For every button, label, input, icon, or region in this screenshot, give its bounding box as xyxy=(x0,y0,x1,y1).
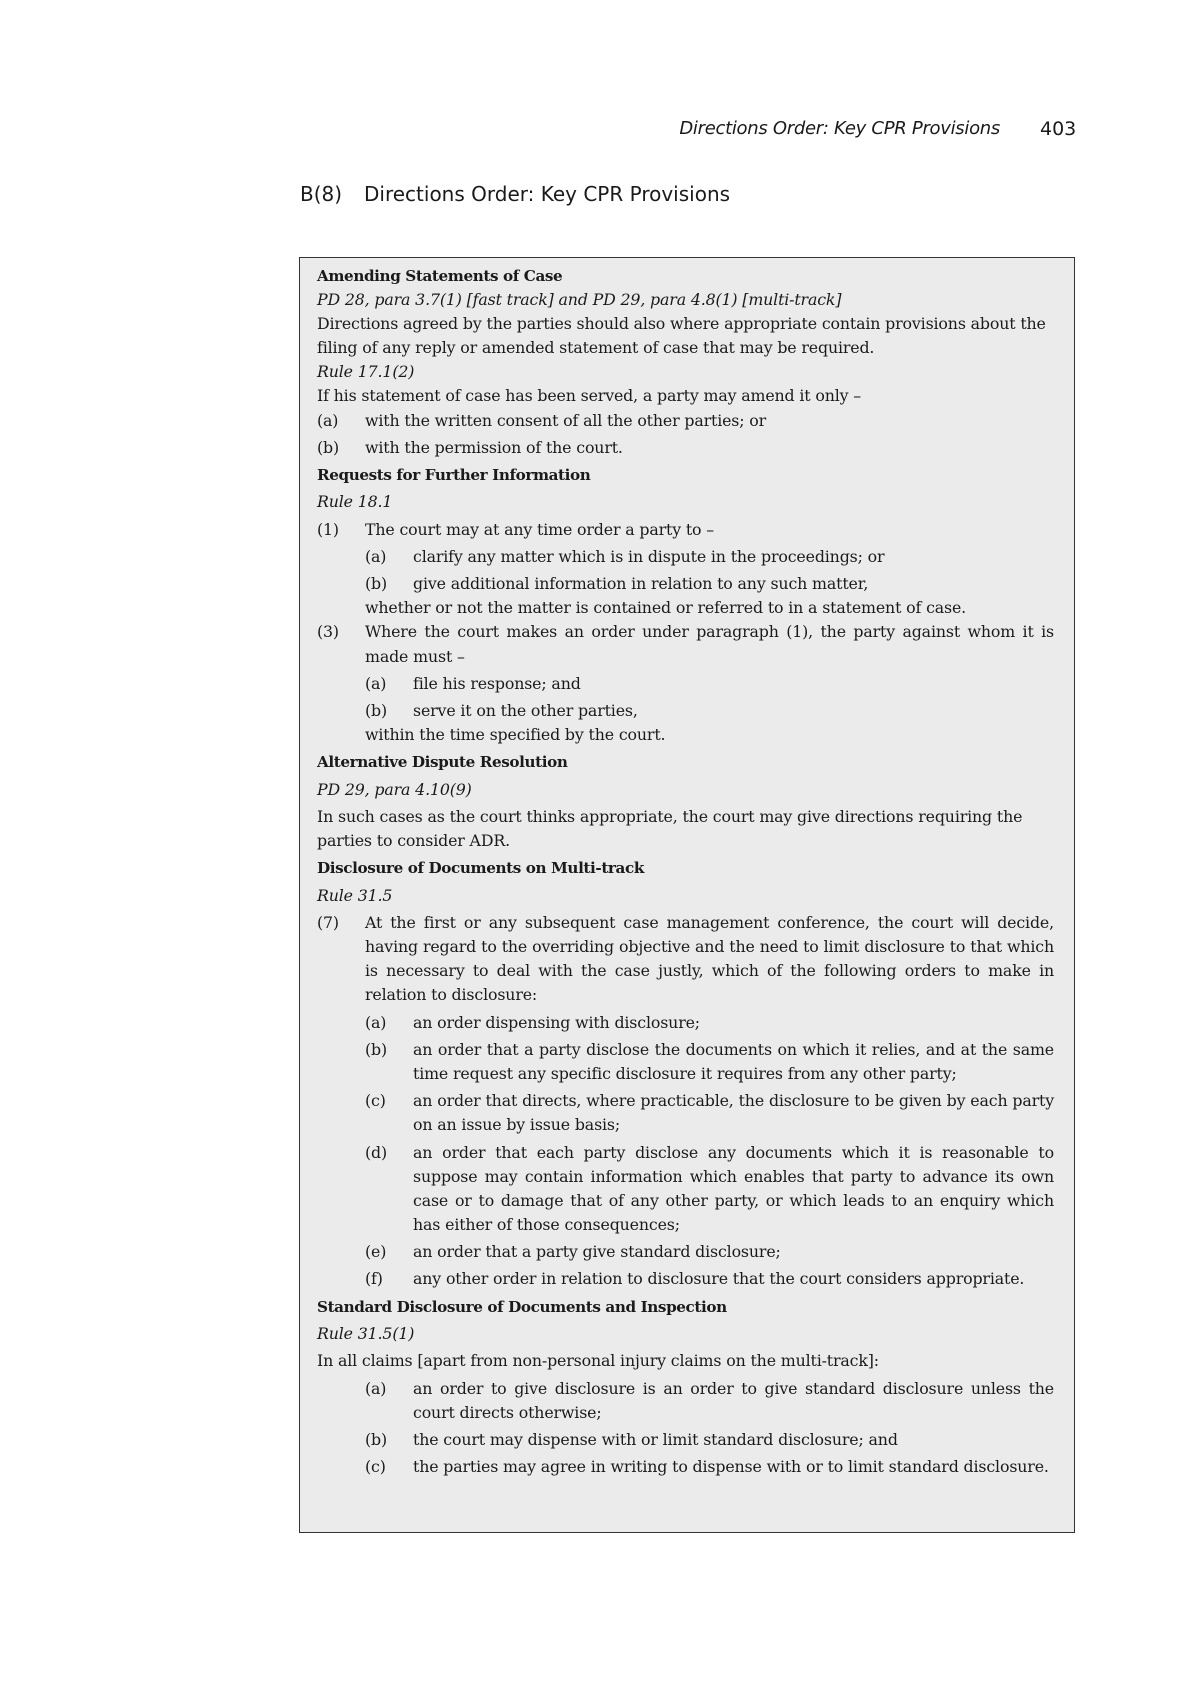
list-item: (a) clarify any matter which is in dispute in the proceedings; or xyxy=(365,546,885,566)
ref-rule-17-1: Rule 17.1(2) xyxy=(317,362,415,382)
list-item: (7) At the first or any subsequent case management conference, the court will decide, having regard to the overriding objective and the need to limit disclosure to that which is necessary to deal with the case justly, which of the following orders to make in relation to disclosure: xyxy=(317,912,1054,1005)
list-item: (b) the court may dispense with or limit standard disclosure; and xyxy=(365,1429,898,1449)
list-item: (f) any other order in relation to disclosure that the court considers appropriate. xyxy=(365,1269,1025,1289)
running-title: Directions Order: Key CPR Provisions xyxy=(679,118,1000,139)
heading-disclosure-multi: Disclosure of Documents on Multi-track xyxy=(317,859,644,878)
list-item: (3) Where the court makes an order under paragraph (1), the party against whom it is made must – xyxy=(317,622,1054,666)
list-item: (d) an order that each party disclose any documents which it is reasonable to suppose may contain information which enables that party to advance its own case or to damage that of any other party, or which leads to an enquiry which has either of those consequences; xyxy=(365,1142,1054,1234)
list-item: (a) an order to give disclosure is an order to give standard disclosure unless the court directs otherwise; xyxy=(365,1378,1054,1422)
list-item: (b) give additional information in relation to any such matter, xyxy=(365,574,869,594)
list-item: (b) with the permission of the court. xyxy=(317,437,623,457)
list-item: (c) an order that directs, where practicable, the disclosure to be given by each party on an issue by issue basis; xyxy=(365,1091,1054,1135)
ref-pd29: PD 29, para 4.10(9) xyxy=(317,779,472,799)
standard-disclosure-text: In all claims [apart from non-personal injury claims on the multi-track]: xyxy=(317,1351,879,1371)
adr-text: In such cases as the court thinks appropriate, the court may give directions requiring the parties to consider ADR. xyxy=(317,807,1023,851)
list-item: (a) file his response; and xyxy=(365,673,581,693)
list-item: (1) The court may at any time order a party to – xyxy=(317,519,715,539)
ref-pd28: PD 28, para 3.7(1) [fast track] and PD 29, para 4.8(1) [multi-track] xyxy=(317,290,842,310)
section-heading xyxy=(300,182,730,206)
heading-further-info: Requests for Further Information xyxy=(317,466,591,485)
further-info-tail-3: within the time specified by the court. xyxy=(365,725,666,745)
list-item: (a) an order dispensing with disclosure; xyxy=(365,1012,700,1032)
ref-rule-31-5: Rule 31.5 xyxy=(317,885,393,905)
heading-standard-disclosure: Standard Disclosure of Documents and Inspection xyxy=(317,1297,727,1316)
section-number: B(8) xyxy=(300,182,343,206)
section-title: Directions Order: Key CPR Provisions xyxy=(364,182,731,206)
list-item: (c) the parties may agree in writing to dispense with or to limit standard disclosure. xyxy=(365,1457,1049,1477)
ref-rule-18-1: Rule 18.1 xyxy=(317,492,393,512)
list-item: (b) serve it on the other parties, xyxy=(365,701,638,721)
heading-adr: Alternative Dispute Resolution xyxy=(317,753,568,772)
list-item: (a) with the written consent of all the other parties; or xyxy=(317,410,767,430)
list-item: (e) an order that a party give standard disclosure; xyxy=(365,1242,781,1262)
page-number: 403 xyxy=(1040,118,1077,140)
ref-rule-31-5-1: Rule 31.5(1) xyxy=(317,1323,415,1343)
amending-text-2: If his statement of case has been served, a party may amend it only – xyxy=(317,386,862,406)
provisions-box xyxy=(299,257,1075,1533)
heading-amending: Amending Statements of Case xyxy=(317,267,563,285)
list-item: (b) an order that a party disclose the documents on which it relies, and at the same time request any specific disclosure it requires from any other party; xyxy=(365,1039,1054,1083)
further-info-tail-1: whether or not the matter is contained or referred to in a statement of case. xyxy=(365,598,967,618)
amending-text: Directions agreed by the parties should also where appropriate contain provisions about the filing of any reply or amended statement of case that may be required. xyxy=(317,314,1046,358)
